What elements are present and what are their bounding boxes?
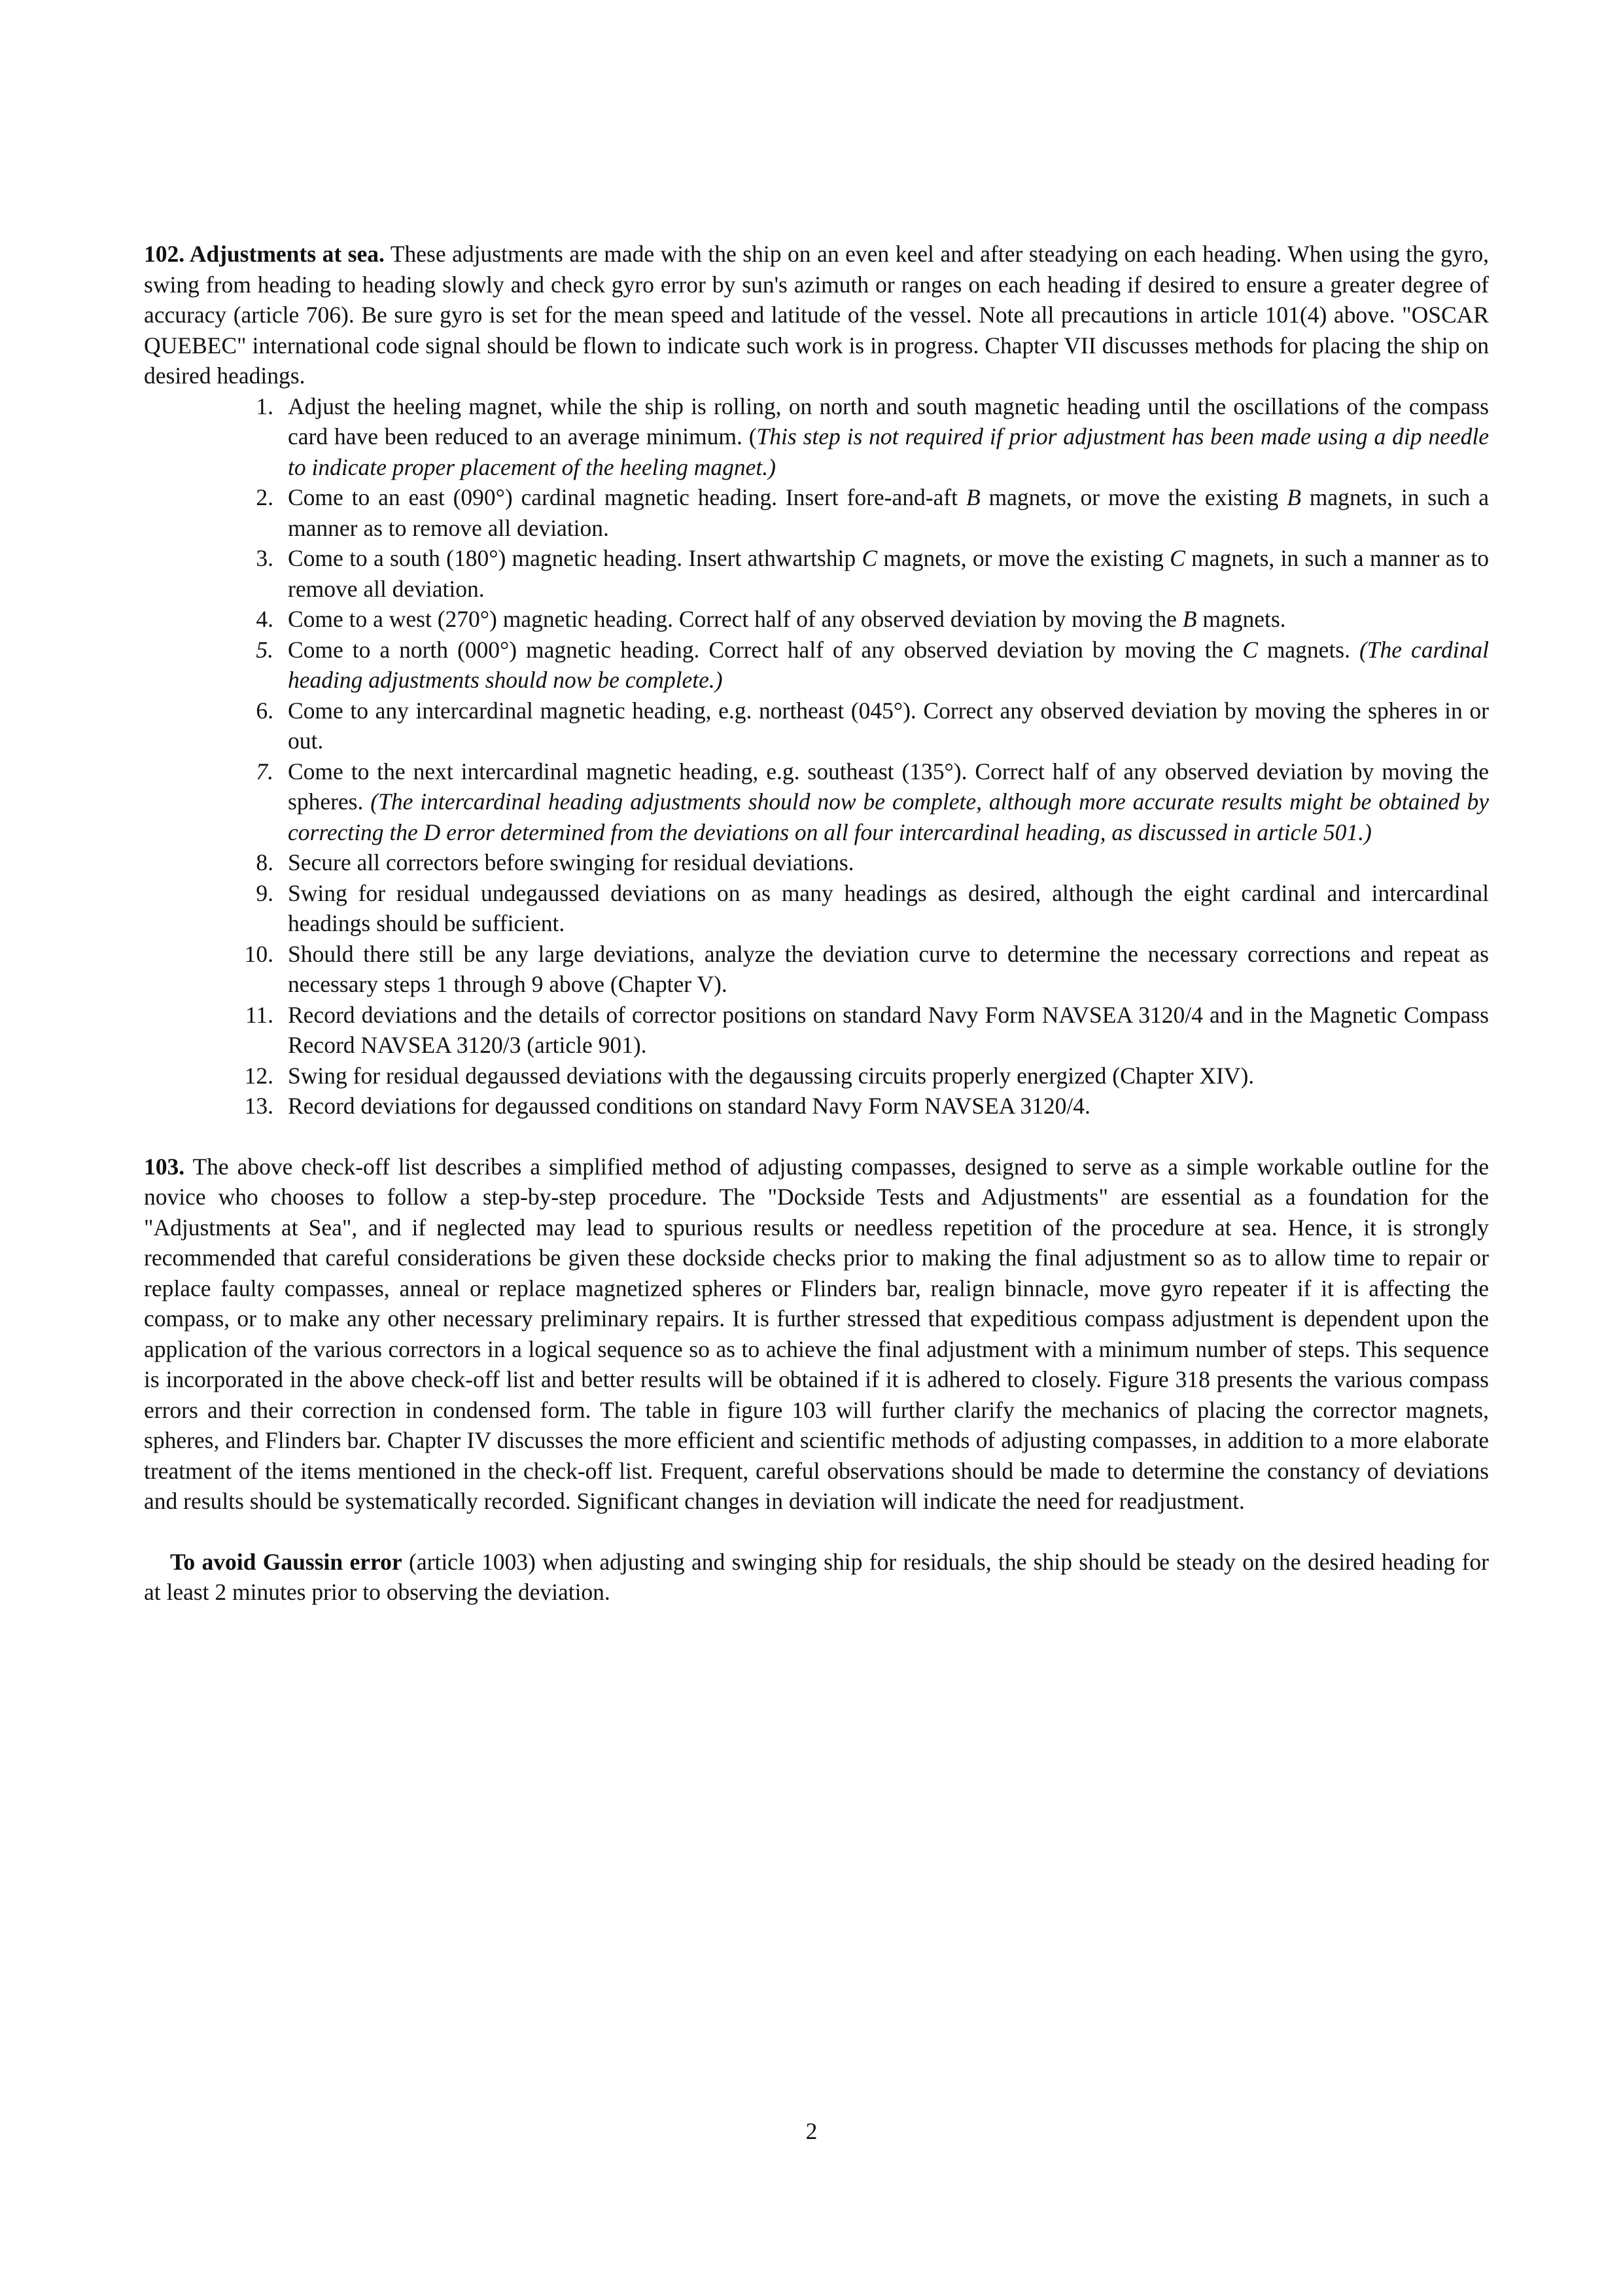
step-text-italic: (The intercardinal heading adjustments should now be complete, although more accurate results might be obtained by correcting the D error determined from the deviations on all four intercardinal heading, as discussed in article 501.) (288, 788, 1490, 845)
step-text-run: Come to any intercardinal magnetic heading, e.g. northeast (045°). Correct any observed deviation by moving the spheres in or out. (288, 697, 1489, 754)
step-item (144, 1061, 1489, 1091)
step-text-run: Come to the next intercardinal magnetic heading, e.g. southeast (135°). Correct half of any observed deviation by moving the spheres. (288, 758, 1489, 815)
step-number: 13. (244, 1093, 273, 1119)
step-text-run: Come to a west (270°) magnetic heading. Correct half of any observed deviation by moving the (288, 606, 1183, 632)
step-number: 9. (256, 879, 273, 906)
step-number: 5. (256, 636, 273, 663)
step-text-italic: C (1242, 636, 1258, 663)
step-text-italic: (The cardinal heading adjustments should now be complete.) (288, 636, 1489, 693)
gaussin-paragraph (144, 1547, 1489, 1608)
step-text (288, 391, 1489, 483)
step-text-run: Swing for residual degaussed deviation (288, 1062, 654, 1089)
step-item (144, 1000, 1489, 1061)
step-text-italic: B (1182, 606, 1197, 632)
step-text (288, 543, 1489, 604)
step-text (288, 696, 1489, 756)
step-number: 4. (256, 606, 273, 632)
step-item (144, 391, 1489, 483)
step-number: 6. (256, 697, 273, 724)
step-item (144, 756, 1489, 848)
step-text-italic: B (966, 484, 981, 510)
spacer (144, 1122, 1489, 1152)
step-text-italic: C (1170, 545, 1185, 571)
step-text-run: Come to an east (090°) cardinal magnetic heading. Insert fore-and-aft (288, 484, 966, 510)
step-text (288, 1000, 1489, 1061)
step-item (144, 543, 1489, 604)
step-text-run: Come to a south (180°) magnetic heading. Insert athwartship (288, 545, 862, 571)
step-text-run: Come to a north (000°) magnetic heading. Correct half of any observed deviation by moving the (288, 636, 1243, 663)
step-text-italic: This step is not required if prior adjustment has been made using a dip needle to indicate proper placement of the heeling magnet.) (288, 423, 1489, 480)
step-text-run: Should there still be any large deviations, analyze the deviation curve to determine the necessary corrections and repeat as necessary steps 1 through 9 above (Chapter V). (288, 940, 1489, 997)
section-102-heading: 102. Adjustments at sea. (144, 241, 385, 267)
step-item (144, 878, 1489, 939)
gaussin-text: (article 1003) when adjusting and swinging ship for residuals, the ship should be steady on the desired heading for at least 2 minutes prior to observing the deviation. (144, 1548, 1490, 1605)
step-text-run: magnets, in such a manner as to remove all deviation. (288, 545, 1489, 602)
step-text-run: magnets. (1257, 636, 1359, 663)
step-item (144, 939, 1489, 1000)
step-item (144, 847, 1489, 878)
step-text (288, 939, 1489, 1000)
step-number: 1. (256, 393, 273, 419)
adjustment-steps-list (144, 391, 1489, 1122)
step-text (288, 1091, 1489, 1122)
step-number: 10. (244, 940, 273, 967)
page-content (144, 239, 1489, 1608)
step-text-run: magnets, or move the existing (980, 484, 1287, 510)
step-item (144, 1091, 1489, 1122)
step-item (144, 696, 1489, 756)
step-text-run: Swing for residual undegaussed deviations on as many headings as desired, although the eight cardinal and intercardinal headings should be sufficient. (288, 879, 1489, 936)
step-text-run: Record deviations and the details of corrector positions on standard Navy Form NAVSEA 3120/4 and in the Magnetic Compass Record NAVSEA 3120/3 (article 901). (288, 1001, 1489, 1058)
step-text (288, 878, 1489, 939)
step-text (288, 604, 1489, 635)
step-number: 2. (256, 484, 273, 510)
step-item (144, 482, 1489, 543)
step-text-italic: C (862, 545, 878, 571)
step-text-run: magnets, in such a manner as to remove all deviation. (288, 484, 1490, 541)
section-103-heading: 103. (144, 1153, 185, 1180)
section-103-text: The above check-off list describes a simplified method of adjusting compasses, designed to serve as a simple workable outline for the novice who chooses to follow a step-by-step procedure. The "Dockside Tests and Adjustments" are essential as a foundation for the "Adjustments at Sea", and if neglected may lead to spurious results or needless repetition of the procedure at sea. Hence, it is strongly recommended that careful considerations be given these dockside checks prior to making the final adjustment so as to allow time to repair or replace faulty compasses, anneal or replace magnetized spheres or Flinders bar, realign binnacle, move gyro repeater if it is affecting the compass, or to make any other necessary preliminary repairs. It is further stressed that expeditious compass adjustment is dependent upon the application of the various correctors in a logical sequence so as to achieve the final adjustment with a minimum number of steps. This sequence is incorporated in the above check-off list and better results will be obtained if it is adhered to closely. Figure 318 presents the various compass errors and their correction in condensed form. The table in figure 103 will further clarify the mechanics of placing the corrector magnets, spheres, and Flinders bar. Chapter IV discusses the more efficient and scientific methods of adjusting compasses, in addition to a more elaborate treatment of the items mentioned in the check-off list. Frequent, careful observations should be made to determine the constancy of deviations and results should be systematically recorded. Significant changes in deviation will indicate the need for readjustment. (144, 1153, 1489, 1514)
step-text (288, 482, 1489, 543)
step-text (288, 1061, 1489, 1091)
page-number: 2 (805, 2118, 818, 2144)
step-item (144, 635, 1489, 696)
step-number: 11. (245, 1001, 273, 1028)
step-number: 3. (256, 545, 273, 571)
step-text-run: magnets. (1196, 606, 1286, 632)
step-text-run: magnets, or move the existing (877, 545, 1170, 571)
step-text-run: with the degaussing circuits properly energized (Chapter XIV). (661, 1062, 1255, 1089)
step-number: 12. (244, 1062, 273, 1089)
step-text-run: Record deviations for degaussed conditions on standard Navy Form NAVSEA 3120/4. (288, 1093, 1091, 1119)
step-number: 7. (256, 758, 273, 785)
step-text-run: Adjust the heeling magnet, while the ship is rolling, on north and south magnetic heading until the oscillations of the compass card have been reduced to an average minimum. ( (288, 393, 1489, 450)
section-102-paragraph (144, 239, 1489, 391)
step-text (288, 847, 1489, 878)
gaussin-lead: To avoid Gaussin error (170, 1548, 402, 1575)
step-text-run: Secure all correctors before swinging for residual deviations. (288, 849, 854, 875)
step-number: 8. (256, 849, 273, 875)
step-text-italic: B (1287, 484, 1301, 510)
step-item (144, 604, 1489, 635)
step-text (288, 756, 1489, 848)
section-102-text: These adjustments are made with the ship on an even keel and after steadying on each heading. When using the gyro, swing from heading to heading slowly and check gyro error by sun's azimuth or ranges on each heading if desired to ensure a greater degree of accuracy (article 706). Be sure gyro is set for the mean speed and latitude of the vessel. Note all precautions in article 101(4) above. "OSCAR QUEBEC" international code signal should be flown to indicate such work is in progress. Chapter VII discusses methods for placing the ship on desired headings. (144, 241, 1489, 389)
section-103-paragraph (144, 1152, 1489, 1517)
step-text-italic: s (653, 1062, 662, 1089)
spacer (144, 1517, 1489, 1547)
step-text (288, 635, 1489, 696)
